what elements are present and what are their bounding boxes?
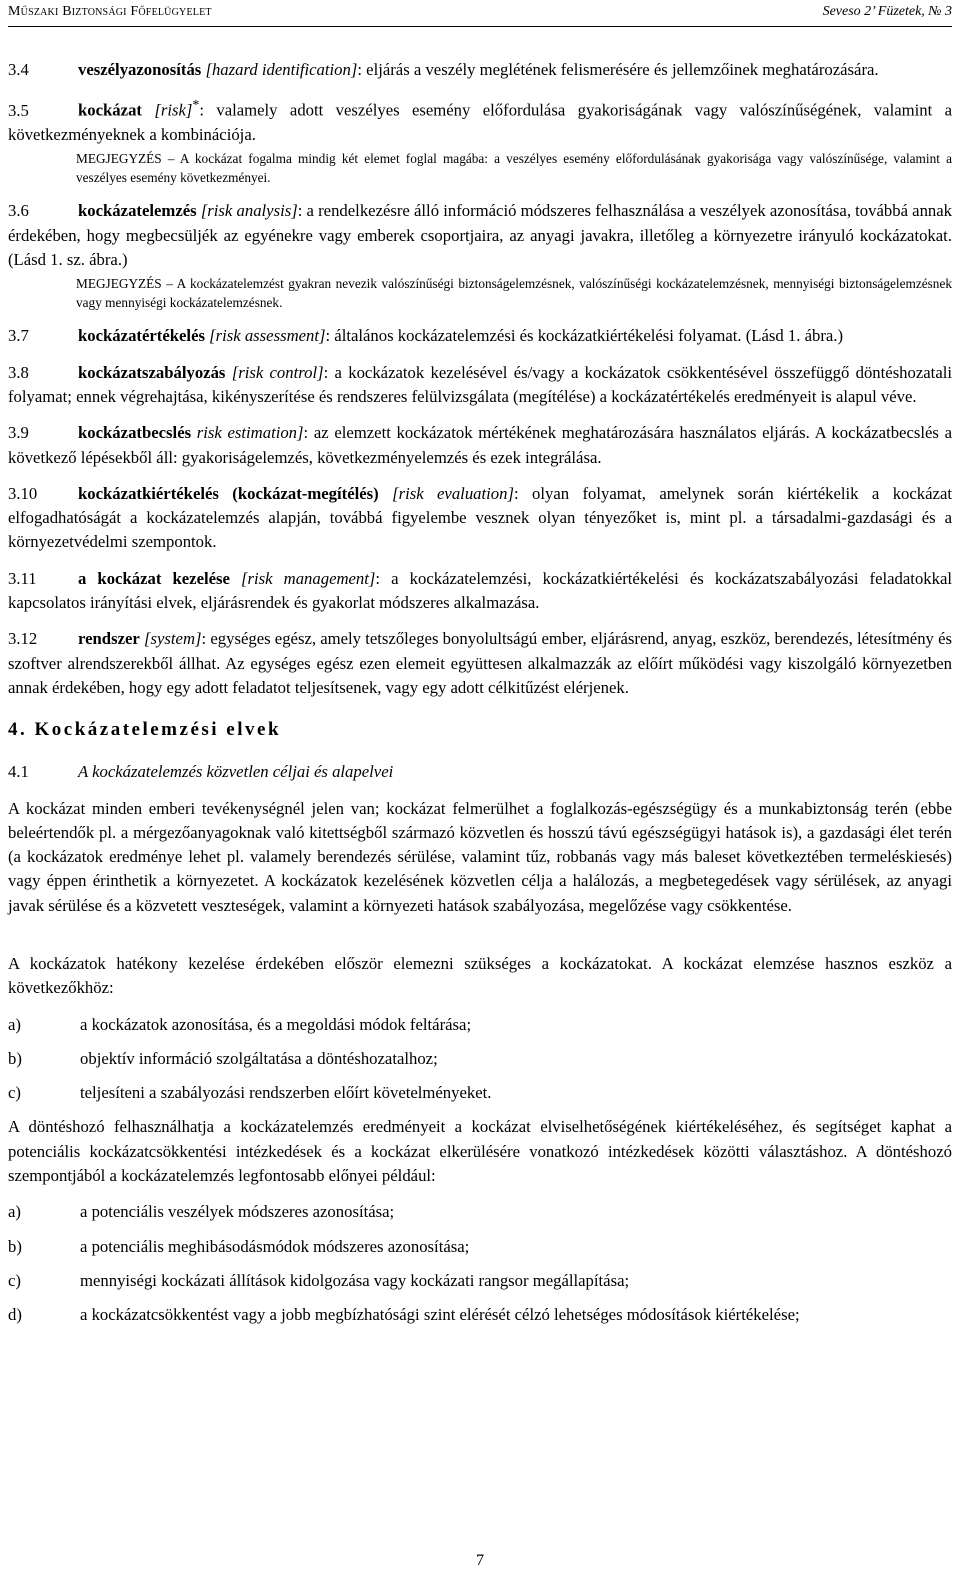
definition-text: : eljárás a veszély meglétének felismerésére és jellemzőinek meghatározására. — [357, 60, 879, 79]
definition-english: [hazard identification] — [205, 60, 358, 79]
definition-english: [risk assessment] — [209, 326, 326, 346]
definition-3-9 — [8, 421, 952, 470]
definition-3-8 — [8, 361, 952, 410]
document-body — [8, 58, 952, 1338]
definition-3-6 — [8, 199, 952, 272]
definition-english: [risk evaluation] — [392, 483, 514, 503]
definition-number: 3.6 — [8, 201, 29, 221]
list-text: a potenciális veszélyek módszeres azonosítása; — [80, 1202, 395, 1222]
list-item — [8, 1081, 952, 1105]
page-number: 7 — [476, 1552, 484, 1569]
note-3-5: MEGJEGYZÉS – A kockázat fogalma mindig két elemet foglal magába: a veszélyes esemény előfordulásának gyakorisága vagy valószínűsége, valamint a veszélyes esemény következményei. — [76, 151, 952, 185]
list-label: a) — [8, 1014, 21, 1034]
paragraph-decision-maker: A döntéshozó felhasználhatja a kockázatelemzés eredményeit a kockázat elviselhetőségének kiértékeléséhez, és segítséget kaphat a potenciális kockázatcsökkentési intézkedések és a kockázat elkerülésére vonatkozó intézkedések közötti választáshoz. A döntéshozó szempontjából a kockázatelemzés legfontosabb előnyei például: — [8, 1117, 952, 1186]
list-label: c) — [8, 1083, 21, 1103]
definition-text: : a kockázatok kezelésével és/vagy a kockázatok csökkentésével összefüggő döntéshozatali folyamat; ennek végrehajtása, kikényszerítése és rendszeres felülvizsgálata (megítélése) a kockázatértékelés eredményeit is alapul véve. — [8, 362, 953, 406]
list-item — [8, 1047, 952, 1071]
definition-term: kockázat — [78, 100, 142, 120]
list-text: a kockázatok azonosítása, és a megoldási módok feltárása; — [80, 1014, 472, 1034]
definition-term: kockázatbecslés — [78, 423, 192, 443]
list-label: d) — [8, 1305, 22, 1325]
definition-text: : a rendelkezésre álló információ módszeres felhasználása a veszélyek azonosítása, továbbá annak érdekében, hogy megbecsüljék az egyénekre vagy emberek csoportjaira, az anyagi javakra, illetőleg a környezetre irányuló kockázatokat. (Lásd 1. sz. ábra.) — [8, 201, 953, 270]
uses-list — [8, 1013, 952, 1106]
definition-number: 3.5 — [8, 100, 29, 120]
definition-term: kockázatelemzés — [78, 201, 197, 221]
list-label: b) — [8, 1236, 22, 1256]
subsection-title — [8, 760, 952, 784]
definition-term: kockázatkiértékelés (kockázat-megítélés) — [78, 483, 379, 503]
benefits-list — [8, 1200, 952, 1327]
paragraph-analysis-uses: A kockázatok hatékony kezelése érdekében először elemezni szükséges a kockázatokat. A kockázat elemzése hasznos eszköz a következőkhöz: — [8, 953, 952, 998]
footnote-marker: * — [192, 98, 200, 114]
list-item — [8, 1235, 952, 1259]
definition-number: 3.10 — [8, 483, 38, 503]
definition-text: : általános kockázatelemzési és kockázatkiértékelési folyamat. (Lásd 1. ábra.) — [325, 326, 844, 346]
definition-term: a kockázat kezelése — [78, 568, 230, 588]
definition-number: 3.9 — [8, 423, 29, 443]
definition-term: kockázatszabályozás — [78, 362, 226, 382]
definition-3-7 — [8, 324, 952, 348]
definition-english: [system] — [144, 629, 202, 649]
list-text: objektív információ szolgáltatása a döntéshozatalhoz; — [80, 1048, 438, 1068]
paragraph-intro: A kockázat minden emberi tevékenységnél jelen van; kockázat felmerülhet a foglalkozás-egészségügy és a munkabiztonság terén (ebbe beleértendők pl. a mérgezőanyagoknak való kitettségből származó közvetlen és hosszú távú egészségügyi hatások is), a gazdasági élet terén (a kockázatok eredménye lehet pl. valamely berendezés sérülése, valamint tűz, robbanás vagy más baleset következtében termeléskiesés) vagy éppen érinthetik a környezetet. A kockázatok kezelésének közvetlen célja a halálozás, a megbetegedések vagy sérülések, az anyagi javak sérülése és a közvetett veszteségek, valamint a környezeti hatások szabályozása, megelőzése vagy csökkentése. — [8, 798, 952, 915]
definition-text: : valamely adott veszélyes esemény előfordulása gyakoriságának vagy valószínűségének, valamint a következményeknek a kombinációja. — [8, 100, 952, 145]
definition-term: rendszer — [78, 629, 140, 649]
list-item — [8, 1013, 952, 1037]
definition-number: 3.8 — [8, 362, 29, 382]
page-header — [8, 4, 952, 27]
list-item — [8, 1303, 952, 1327]
definition-term: veszélyazonosítás — [78, 60, 202, 79]
definition-number: 3.11 — [8, 568, 37, 588]
definition-3-10 — [8, 482, 952, 555]
list-text: mennyiségi kockázati állítások kidolgozása vagy kockázati rangsor megállapítása; — [80, 1270, 630, 1290]
subsection-title-text: A kockázatelemzés közvetlen céljai és alapelvei — [78, 762, 394, 782]
section-heading: 4. Kockázatelemzési elvek — [8, 719, 282, 741]
definition-english: [risk management] — [241, 568, 376, 588]
definition-3-12 — [8, 627, 952, 700]
definition-3-11 — [8, 567, 952, 616]
definition-english: [risk control] — [231, 362, 324, 382]
list-label: a) — [8, 1202, 21, 1222]
definition-term: kockázatértékelés — [78, 326, 205, 346]
subsection-number: 4.1 — [8, 762, 29, 782]
definition-number: 3.7 — [8, 326, 29, 346]
list-text: a potenciális meghibásodásmódok módszeres azonosítása; — [80, 1236, 470, 1256]
definition-number: 3.4 — [8, 60, 29, 79]
list-text: teljesíteni a szabályozási rendszerben előírt követelményeket. — [80, 1083, 492, 1103]
header-publisher: Műszaki Biztonsági Főfelügyelet — [8, 4, 212, 19]
definition-text: : olyan folyamat, amelynek során kiértékelik a kockázat elfogadhatóságát a kockázatelemzés alapján, továbbá figyelembe vesznek olyan tényezőket is, mint pl. a társadalmi-gazdasági és a környezetvédelmi szempontok. — [8, 483, 952, 552]
definition-english: [risk analysis] — [200, 201, 298, 221]
list-label: c) — [8, 1270, 21, 1290]
definition-3-4 — [8, 58, 952, 82]
list-label: b) — [8, 1048, 22, 1068]
definition-text: : az elemzett kockázatok mértékének meghatározására használatos eljárás. A kockázatbecslés a következő lépésekből áll: gyakoriságelemzés, következményelemzés és ezek integrálása. — [8, 423, 952, 467]
note-3-6: MEGJEGYZÉS – A kockázatelemzést gyakran nevezik valószínűségi biztonságelemzésnek, valószínűségi kockázatelemzésnek, mennyiségi biztonságelemzésnek vagy mennyiségi kockázatelemzésnek. — [76, 276, 952, 310]
definition-text: : a kockázatelemzési, kockázatkiértékelési és kockázatszabályozási feladatokkal kapcsolatos irányítási elvek, eljárásrendek és gyakorlat módszeres alkalmazása. — [8, 568, 953, 613]
list-item — [8, 1200, 952, 1224]
definition-english: [risk] — [154, 100, 193, 120]
header-series: Seveso 2’ Füzetek, № 3 — [822, 4, 952, 19]
definition-text: : egységes egész, amely tetszőleges bonyolultságú ember, eljárásrend, anyag, eszköz, berendezés, létesítmény és szoftver alrendszerekből állhat. Az egységes egész ezen elemeit együttesen alkalmazzák az előírt működési vagy kiszolgáló környezetben annak érdekében, hogy egy adott feladatot teljesítsenek, vagy egy adott célkitűzést elérjenek. — [8, 629, 953, 697]
definition-3-5 — [8, 94, 952, 147]
spacer — [8, 930, 952, 952]
definition-english: risk estimation] — [196, 423, 304, 443]
list-text: a kockázatcsökkentést vagy a jobb megbízhatósági szint elérését célzó lehetséges módosítások kiértékelése; — [80, 1305, 800, 1325]
definition-number: 3.12 — [8, 629, 38, 649]
list-item — [8, 1269, 952, 1293]
